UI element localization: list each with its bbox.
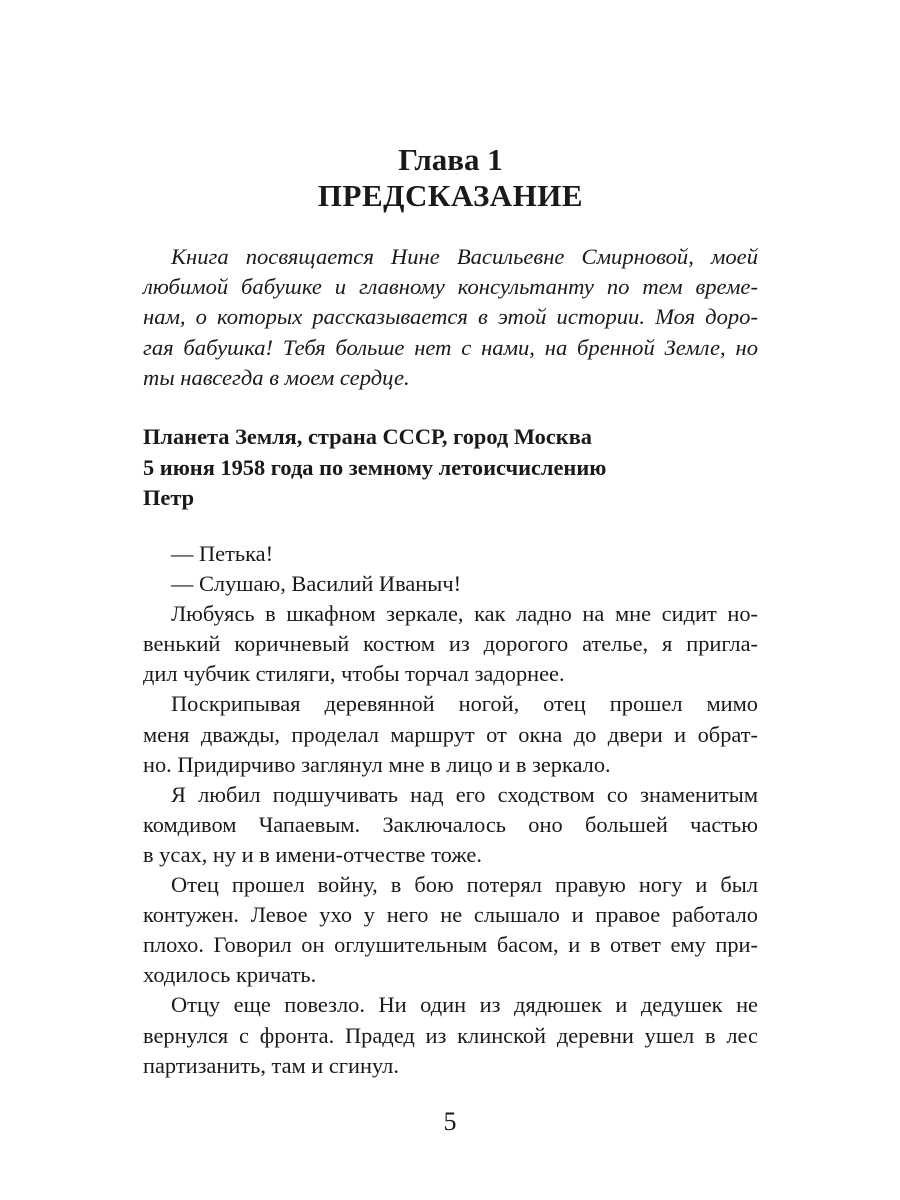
text-line: ходилось кричать.	[143, 962, 317, 988]
text-line: Поскрипывая деревянной ногой, отец прошел мимо	[171, 691, 758, 717]
text-line: партизанить, там и сгинул.	[143, 1052, 399, 1078]
paragraph	[143, 569, 758, 599]
text-line: меня дважды, проделал маршрут от окна до двери и обрат-	[143, 721, 758, 747]
paragraph	[143, 599, 758, 689]
heading-place: Планета Земля, страна СССР, город Москва	[143, 424, 592, 449]
dedication-line: Книга посвящается Нине Васильевне Смирновой, моей	[171, 244, 758, 269]
text-line: плохо. Говорил он оглушительным басом, и в ответ ему при-	[143, 932, 758, 958]
text-line: венький коричневый костюм из дорогого ателье, я пригла-	[143, 631, 758, 657]
page-number: 5	[443, 1107, 457, 1136]
paragraph	[143, 990, 758, 1080]
dedication-line: нам, о которых рассказывается в этой истории. Моя доро-	[143, 304, 758, 330]
text-line: — Петька!	[171, 541, 274, 566]
dedication-line: ты навсегда в моем сердце.	[143, 364, 410, 390]
text-line: вернулся с фронта. Прадед из клинской деревни ушел в лес	[143, 1022, 758, 1048]
text-line: Я любил подшучивать над его сходством со знаменитым	[171, 781, 758, 807]
heading-date: 5 июня 1958 года по земному летоисчислению	[143, 454, 607, 480]
text-line: в усах, ну и в имени-отчестве тоже.	[143, 841, 482, 867]
heading-narrator: Петр	[143, 485, 195, 510]
text-line: Любуясь в шкафном зеркале, как ладно на мне сидит но-	[171, 601, 758, 627]
paragraph	[143, 780, 758, 870]
text-line: — Слушаю, Василий Иваныч!	[171, 571, 462, 597]
chapter-title: ПРЕДСКАЗАНИЕ	[317, 178, 584, 213]
text-line: контужен. Левое ухо у него не слышало и правое работало	[143, 902, 758, 928]
text-line: Отец прошел войну, в бою потерял правую ногу и был	[171, 872, 758, 898]
paragraph	[143, 689, 758, 779]
text-line: дил чубчик стиляги, чтобы торчал задорнее.	[143, 661, 565, 687]
dedication	[143, 242, 758, 393]
dedication-line: любимой бабушке и главному консультанту по тем време-	[143, 274, 758, 300]
text-line: комдивом Чапаевым. Заключалось оно большей частью	[143, 811, 758, 837]
body-text	[143, 539, 758, 1081]
text-line: Отцу еще повезло. Ни один из дядюшек и дедушек не	[171, 992, 758, 1018]
text-line: но. Придирчиво заглянул мне в лицо и в зеркало.	[143, 751, 611, 777]
chapter-number: Глава 1	[398, 142, 503, 177]
dedication-line: гая бабушка! Тебя больше нет с нами, на бренной Земле, но	[143, 334, 758, 360]
paragraph	[143, 870, 758, 990]
section-heading	[143, 422, 758, 514]
paragraph	[143, 539, 758, 569]
dedication-paragraph	[143, 242, 758, 393]
